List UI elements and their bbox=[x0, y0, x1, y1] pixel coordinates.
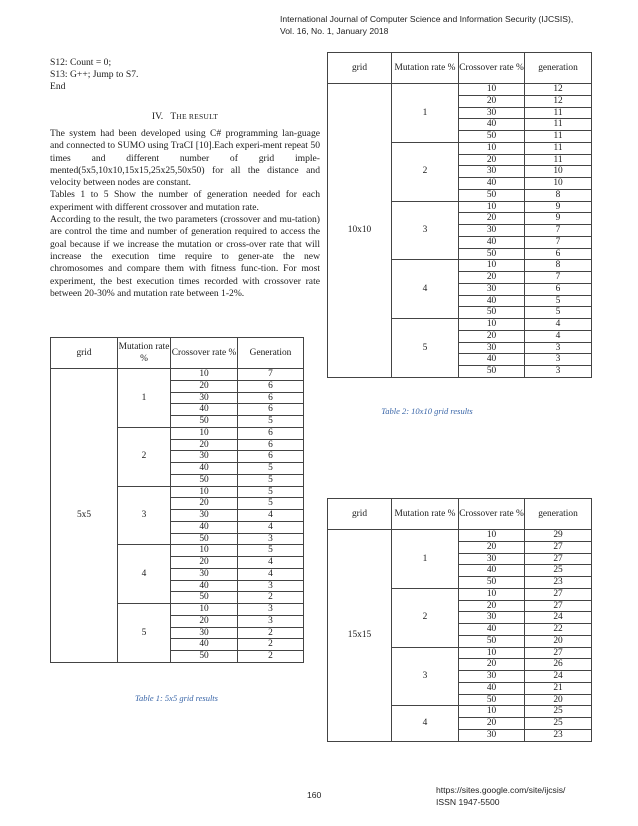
crossover-rate-cell: 40 bbox=[171, 580, 238, 592]
column-header: generation bbox=[525, 53, 592, 84]
crossover-rate-cell: 40 bbox=[459, 236, 525, 248]
table-header-row bbox=[328, 499, 592, 530]
generation-cell: 23 bbox=[525, 577, 592, 589]
crossover-rate-cell: 10 bbox=[171, 427, 238, 439]
generation-cell: 2 bbox=[238, 651, 304, 663]
generation-cell: 8 bbox=[525, 189, 592, 201]
generation-cell: 6 bbox=[525, 283, 592, 295]
crossover-rate-cell: 30 bbox=[459, 283, 525, 295]
crossover-rate-cell: 30 bbox=[459, 553, 525, 565]
paragraph: According to the result, the two parameters (crossover and mu-tation) are control the time and number of generation required to access the goal because if we increase the mutation or cross-over rate that will increase the execution time require to gener-ate the new chromosomes and compare them with fitness func-tion. For most experiment, the best execution times recorded with crossover rate between 20-30% and mutation rate between 1-2%. bbox=[50, 214, 320, 299]
crossover-rate-cell: 20 bbox=[459, 718, 525, 730]
generation-cell: 12 bbox=[525, 95, 592, 107]
crossover-rate-cell: 40 bbox=[459, 295, 525, 307]
crossover-rate-cell: 10 bbox=[459, 260, 525, 272]
crossover-rate-cell: 50 bbox=[459, 307, 525, 319]
crossover-rate-cell: 10 bbox=[171, 369, 238, 381]
crossover-rate-cell: 20 bbox=[171, 557, 238, 569]
mutation-rate-cell: 4 bbox=[392, 260, 459, 319]
generation-cell: 2 bbox=[238, 639, 304, 651]
crossover-rate-cell: 10 bbox=[459, 84, 525, 96]
generation-cell: 11 bbox=[525, 142, 592, 154]
crossover-rate-cell: 40 bbox=[171, 521, 238, 533]
mutation-rate-cell: 2 bbox=[392, 142, 459, 201]
generation-cell: 6 bbox=[238, 427, 304, 439]
paragraph: Tables 1 to 5 Show the number of generation needed for each experiment with different crossover and mutation rate. bbox=[50, 189, 320, 213]
code-line: End bbox=[50, 81, 66, 92]
mutation-rate-cell: 4 bbox=[392, 706, 459, 741]
mutation-rate-cell: 3 bbox=[118, 486, 171, 545]
generation-cell: 29 bbox=[525, 530, 592, 542]
crossover-rate-cell: 30 bbox=[459, 342, 525, 354]
column-header: generation bbox=[525, 499, 592, 530]
generation-cell: 5 bbox=[525, 307, 592, 319]
generation-cell: 5 bbox=[525, 295, 592, 307]
generation-cell: 24 bbox=[525, 612, 592, 624]
generation-cell: 4 bbox=[238, 521, 304, 533]
generation-cell: 25 bbox=[525, 718, 592, 730]
crossover-rate-cell: 20 bbox=[459, 154, 525, 166]
generation-cell: 27 bbox=[525, 647, 592, 659]
crossover-rate-cell: 40 bbox=[459, 624, 525, 636]
section-heading bbox=[50, 111, 320, 122]
generation-cell: 6 bbox=[238, 439, 304, 451]
column-header: Generation bbox=[238, 338, 304, 369]
crossover-rate-cell: 20 bbox=[459, 272, 525, 284]
generation-cell: 25 bbox=[525, 565, 592, 577]
generation-cell: 10 bbox=[525, 178, 592, 190]
generation-cell: 5 bbox=[238, 463, 304, 475]
crossover-rate-cell: 20 bbox=[459, 95, 525, 107]
generation-cell: 4 bbox=[525, 330, 592, 342]
generation-cell: 7 bbox=[525, 236, 592, 248]
header-volume-line: Vol. 16, No. 1, January 2018 bbox=[280, 25, 389, 36]
generation-cell: 10 bbox=[525, 166, 592, 178]
crossover-rate-cell: 40 bbox=[459, 682, 525, 694]
generation-cell: 27 bbox=[525, 600, 592, 612]
generation-cell: 2 bbox=[238, 592, 304, 604]
section-title-initial: T bbox=[170, 111, 177, 122]
crossover-rate-cell: 10 bbox=[171, 486, 238, 498]
generation-cell: 4 bbox=[238, 568, 304, 580]
crossover-rate-cell: 10 bbox=[459, 706, 525, 718]
column-header: grid bbox=[51, 338, 118, 369]
column-header: Mutation rate % bbox=[118, 338, 171, 369]
crossover-rate-cell: 50 bbox=[459, 189, 525, 201]
crossover-rate-cell: 50 bbox=[171, 416, 238, 428]
header-journal-line: International Journal of Computer Science and Information Security (IJCSIS), bbox=[280, 14, 574, 24]
generation-cell: 3 bbox=[238, 604, 304, 616]
footer-issn: ISSN 1947-5500 bbox=[436, 796, 500, 807]
table-header-row bbox=[328, 53, 592, 84]
generation-cell: 7 bbox=[238, 369, 304, 381]
crossover-rate-cell: 30 bbox=[171, 510, 238, 522]
crossover-rate-cell: 40 bbox=[171, 639, 238, 651]
crossover-rate-cell: 50 bbox=[459, 366, 525, 378]
generation-cell: 4 bbox=[525, 319, 592, 331]
page-number: 160 bbox=[307, 790, 322, 800]
mutation-rate-cell: 1 bbox=[118, 369, 171, 428]
pseudocode-block bbox=[50, 57, 138, 93]
generation-cell: 4 bbox=[238, 557, 304, 569]
generation-cell: 4 bbox=[238, 510, 304, 522]
code-line: S12: Count = 0; bbox=[50, 57, 112, 68]
footer-links bbox=[436, 785, 565, 808]
table-row bbox=[328, 530, 592, 542]
column-header: grid bbox=[328, 499, 392, 530]
generation-cell: 25 bbox=[525, 706, 592, 718]
generation-cell: 3 bbox=[238, 580, 304, 592]
mutation-rate-cell: 2 bbox=[118, 427, 171, 486]
generation-cell: 6 bbox=[238, 380, 304, 392]
crossover-rate-cell: 20 bbox=[171, 439, 238, 451]
generation-cell: 3 bbox=[525, 354, 592, 366]
generation-cell: 8 bbox=[525, 260, 592, 272]
generation-cell: 22 bbox=[525, 624, 592, 636]
crossover-rate-cell: 10 bbox=[459, 588, 525, 600]
column-header: Crossover rate % bbox=[459, 53, 525, 84]
generation-cell: 3 bbox=[238, 615, 304, 627]
generation-cell: 5 bbox=[238, 474, 304, 486]
crossover-rate-cell: 50 bbox=[171, 651, 238, 663]
generation-cell: 12 bbox=[525, 84, 592, 96]
crossover-rate-cell: 30 bbox=[459, 612, 525, 624]
generation-cell: 3 bbox=[238, 533, 304, 545]
crossover-rate-cell: 10 bbox=[459, 142, 525, 154]
crossover-rate-cell: 10 bbox=[459, 647, 525, 659]
crossover-rate-cell: 50 bbox=[459, 131, 525, 143]
body-text bbox=[50, 128, 320, 300]
generation-cell: 21 bbox=[525, 682, 592, 694]
generation-cell: 3 bbox=[525, 366, 592, 378]
column-header: Mutation rate % bbox=[392, 53, 459, 84]
crossover-rate-cell: 30 bbox=[459, 729, 525, 741]
mutation-rate-cell: 1 bbox=[392, 84, 459, 143]
crossover-rate-cell: 30 bbox=[171, 627, 238, 639]
generation-cell: 6 bbox=[238, 451, 304, 463]
code-line: S13: G++; Jump to S7. bbox=[50, 69, 139, 80]
generation-cell: 20 bbox=[525, 635, 592, 647]
crossover-rate-cell: 30 bbox=[459, 107, 525, 119]
crossover-rate-cell: 20 bbox=[171, 498, 238, 510]
generation-cell: 11 bbox=[525, 107, 592, 119]
crossover-rate-cell: 30 bbox=[459, 671, 525, 683]
crossover-rate-cell: 50 bbox=[459, 248, 525, 260]
mutation-rate-cell: 1 bbox=[392, 530, 459, 589]
crossover-rate-cell: 40 bbox=[459, 565, 525, 577]
crossover-rate-cell: 40 bbox=[459, 354, 525, 366]
crossover-rate-cell: 20 bbox=[171, 615, 238, 627]
mutation-rate-cell: 3 bbox=[392, 647, 459, 706]
generation-cell: 3 bbox=[525, 342, 592, 354]
table1-caption: Table 1: 5x5 grid results bbox=[135, 693, 218, 703]
crossover-rate-cell: 40 bbox=[459, 178, 525, 190]
generation-cell: 5 bbox=[238, 486, 304, 498]
grid-size-cell: 5x5 bbox=[51, 369, 118, 663]
generation-cell: 27 bbox=[525, 588, 592, 600]
crossover-rate-cell: 10 bbox=[459, 530, 525, 542]
column-header: Crossover rate % bbox=[459, 499, 525, 530]
section-number: IV. bbox=[151, 111, 164, 122]
crossover-rate-cell: 50 bbox=[459, 635, 525, 647]
table-10x10-results bbox=[327, 52, 592, 378]
mutation-rate-cell: 2 bbox=[392, 588, 459, 647]
grid-size-cell: 10x10 bbox=[328, 84, 392, 378]
generation-cell: 11 bbox=[525, 119, 592, 131]
generation-cell: 26 bbox=[525, 659, 592, 671]
crossover-rate-cell: 50 bbox=[459, 694, 525, 706]
crossover-rate-cell: 30 bbox=[171, 392, 238, 404]
column-header: Mutation rate % bbox=[392, 499, 459, 530]
crossover-rate-cell: 50 bbox=[171, 533, 238, 545]
generation-cell: 24 bbox=[525, 671, 592, 683]
crossover-rate-cell: 10 bbox=[459, 201, 525, 213]
generation-cell: 5 bbox=[238, 416, 304, 428]
generation-cell: 5 bbox=[238, 545, 304, 557]
paragraph: The system had been developed using C# programming lan-guage and connected to SUMO using TraCI [10].Each experi-ment repeat 50 times and different number of grid imple-mented(5x5,10x10,15x15,25x25,50x50) for all the distance and velocity between nodes are constant. bbox=[50, 128, 320, 189]
generation-cell: 6 bbox=[238, 404, 304, 416]
crossover-rate-cell: 50 bbox=[171, 592, 238, 604]
crossover-rate-cell: 20 bbox=[459, 330, 525, 342]
generation-cell: 20 bbox=[525, 694, 592, 706]
generation-cell: 11 bbox=[525, 131, 592, 143]
column-header: Crossover rate % bbox=[171, 338, 238, 369]
mutation-rate-cell: 5 bbox=[118, 604, 171, 663]
generation-cell: 23 bbox=[525, 729, 592, 741]
table-15x15-results bbox=[327, 498, 592, 742]
crossover-rate-cell: 40 bbox=[171, 463, 238, 475]
generation-cell: 11 bbox=[525, 154, 592, 166]
crossover-rate-cell: 40 bbox=[171, 404, 238, 416]
crossover-rate-cell: 10 bbox=[171, 545, 238, 557]
generation-cell: 7 bbox=[525, 225, 592, 237]
mutation-rate-cell: 5 bbox=[392, 319, 459, 378]
crossover-rate-cell: 20 bbox=[459, 541, 525, 553]
crossover-rate-cell: 30 bbox=[171, 451, 238, 463]
crossover-rate-cell: 30 bbox=[459, 225, 525, 237]
table-header-row bbox=[51, 338, 304, 369]
crossover-rate-cell: 30 bbox=[459, 166, 525, 178]
generation-cell: 5 bbox=[238, 498, 304, 510]
grid-size-cell: 15x15 bbox=[328, 530, 392, 742]
crossover-rate-cell: 20 bbox=[459, 600, 525, 612]
table-5x5-results bbox=[50, 337, 304, 663]
generation-cell: 6 bbox=[525, 248, 592, 260]
table-row bbox=[328, 84, 592, 96]
crossover-rate-cell: 20 bbox=[171, 380, 238, 392]
generation-cell: 6 bbox=[238, 392, 304, 404]
crossover-rate-cell: 20 bbox=[459, 659, 525, 671]
generation-cell: 9 bbox=[525, 213, 592, 225]
crossover-rate-cell: 40 bbox=[459, 119, 525, 131]
mutation-rate-cell: 4 bbox=[118, 545, 171, 604]
crossover-rate-cell: 50 bbox=[459, 577, 525, 589]
crossover-rate-cell: 10 bbox=[459, 319, 525, 331]
footer-url: https://sites.google.com/site/ijcsis/ bbox=[436, 785, 566, 795]
table-row bbox=[51, 369, 304, 381]
section-title-rest: HE RESULT bbox=[176, 112, 219, 121]
generation-cell: 2 bbox=[238, 627, 304, 639]
crossover-rate-cell: 20 bbox=[459, 213, 525, 225]
generation-cell: 27 bbox=[525, 553, 592, 565]
column-header: grid bbox=[328, 53, 392, 84]
table2-caption: Table 2: 10x10 grid results bbox=[381, 406, 473, 416]
crossover-rate-cell: 10 bbox=[171, 604, 238, 616]
running-header bbox=[280, 14, 573, 37]
mutation-rate-cell: 3 bbox=[392, 201, 459, 260]
crossover-rate-cell: 30 bbox=[171, 568, 238, 580]
generation-cell: 7 bbox=[525, 272, 592, 284]
crossover-rate-cell: 50 bbox=[171, 474, 238, 486]
generation-cell: 27 bbox=[525, 541, 592, 553]
generation-cell: 9 bbox=[525, 201, 592, 213]
